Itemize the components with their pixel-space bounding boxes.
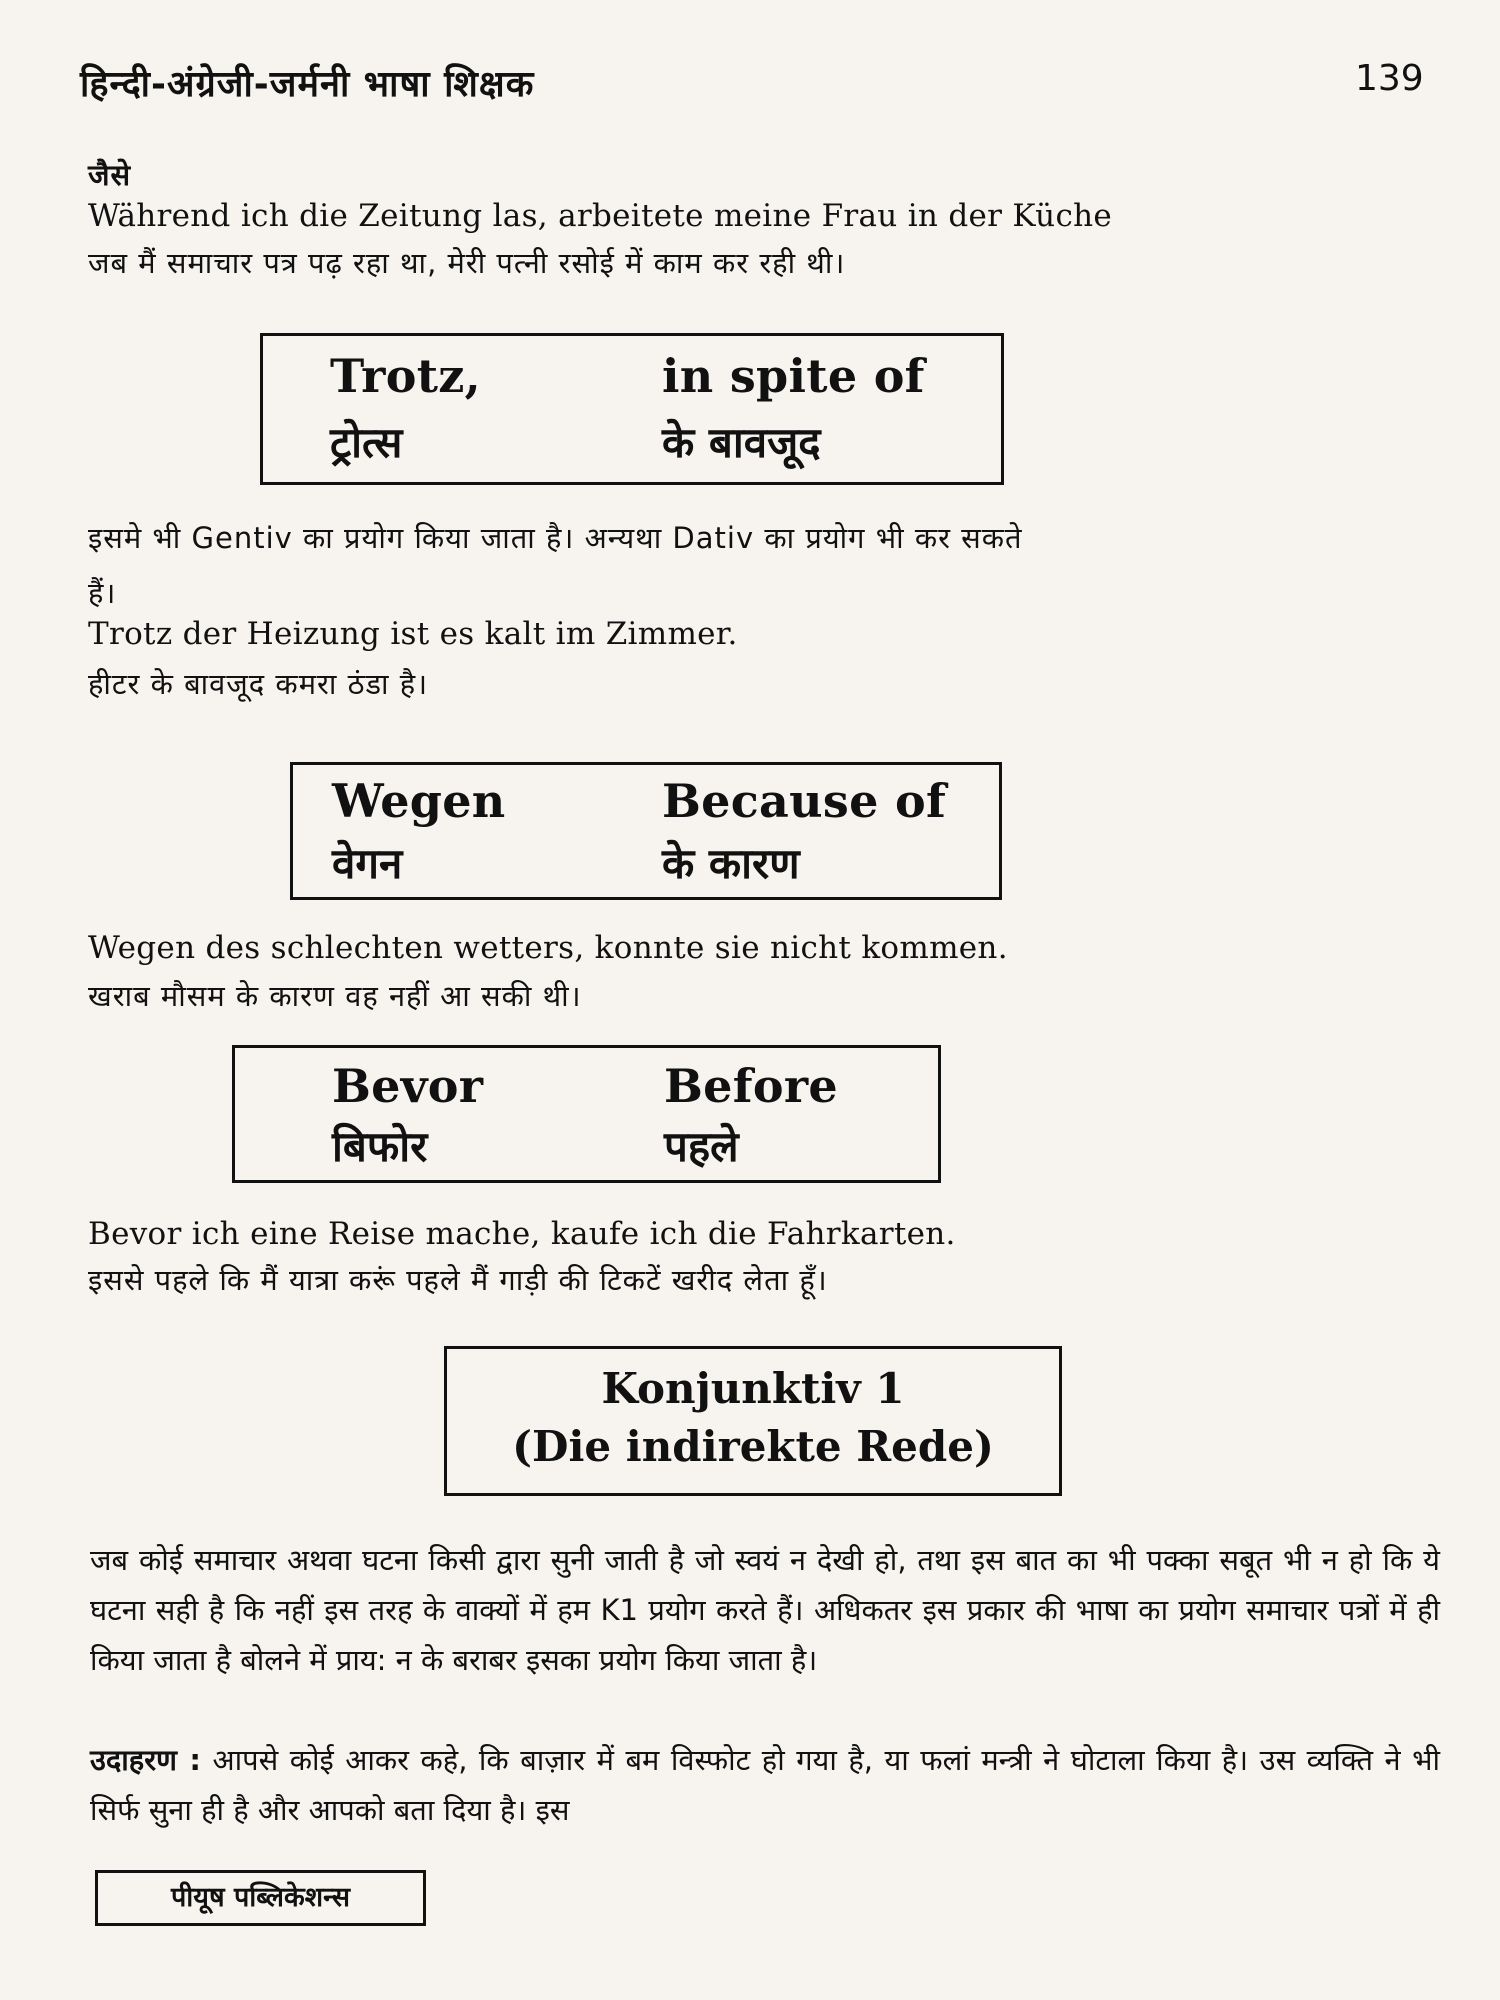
vocab-german-word: Bevor	[332, 1059, 484, 1113]
publisher-badge: पीयूष पब्लिकेशन्स	[95, 1870, 426, 1926]
vocab-hindi-pronunciation: ट्रोत्स	[330, 418, 403, 467]
vocab-hindi-meaning: के बावजूद	[662, 418, 821, 467]
trotz-hindi-example: हीटर के बावजूद कमरा ठंडा है।	[88, 667, 429, 701]
trotz-note-line-1: इसमे भी Gentiv का प्रयोग किया जाता है। अन्यथा Dativ का प्रयोग भी कर सकते	[88, 521, 1023, 555]
vocab-hindi-pronunciation: वेगन	[332, 839, 403, 888]
vocab-hindi-pronunciation: बिफोर	[332, 1122, 428, 1171]
wegen-hindi-example: खराब मौसम के कारण वह नहीं आ सकी थी।	[88, 979, 582, 1013]
section-heading-line-2: (Die indirekte Rede)	[512, 1422, 994, 1471]
trotz-german-example: Trotz der Heizung ist es kalt im Zimmer.	[88, 616, 738, 652]
example-label: उदाहरण :	[90, 1743, 202, 1777]
vocab-german-word: Wegen	[332, 774, 506, 828]
intro-label: जैसे	[88, 158, 132, 192]
vocab-box-bevor	[232, 1045, 941, 1183]
intro-german-sentence: Während ich die Zeitung las, arbeitete meine Frau in der Küche	[88, 198, 1113, 234]
trotz-note-line-2: हैं।	[88, 576, 117, 610]
running-header-title: हिन्दी-अंग्रेजी-जर्मनी भाषा शिक्षक	[80, 64, 535, 105]
vocab-english-meaning: Before	[664, 1059, 838, 1113]
section-heading-line-1: Konjunktiv 1	[601, 1364, 905, 1413]
vocab-box-wegen	[290, 762, 1002, 900]
section-heading-box-konjunktiv	[444, 1346, 1062, 1496]
vocab-english-meaning: Because of	[662, 774, 947, 828]
page-number: 139	[1355, 58, 1424, 99]
konjunktiv-example-paragraph	[90, 1735, 1440, 1835]
vocab-hindi-meaning: के कारण	[662, 839, 800, 888]
vocab-hindi-meaning: पहले	[664, 1122, 739, 1171]
konjunktiv-explanation-paragraph: जब कोई समाचार अथवा घटना किसी द्वारा सुनी जाती है जो स्वयं न देखी हो, तथा इस बात का भी पक्का सबूत भी न हो कि ये घटना सही है कि नहीं इस तरह के वाक्यों में हम K1 प्रयोग करते हैं। अधिकतर इस प्रकार की भाषा का प्रयोग समाचार पत्रों में ही किया जाता है बोलने में प्राय: न के बराबर इसका प्रयोग किया जाता है।	[90, 1543, 1440, 1677]
intro-hindi-sentence: जब मैं समाचार पत्र पढ़ रहा था, मेरी पत्नी रसोई में काम कर रही थी।	[88, 246, 846, 280]
vocab-german-word: Trotz,	[330, 349, 481, 403]
example-text: आपसे कोई आकर कहे, कि बाज़ार में बम विस्फोट हो गया है, या फलां मन्त्री ने घोटाला किया है। उस व्यक्ति ने भी सिर्फ सुना ही है और आपको बता दिया है। इस	[90, 1743, 1440, 1827]
wegen-german-example: Wegen des schlechten wetters, konnte sie nicht kommen.	[88, 930, 1008, 966]
bevor-hindi-example: इससे पहले कि मैं यात्रा करूं पहले मैं गाड़ी की टिकटें खरीद लेता हूँ।	[88, 1263, 828, 1297]
vocab-box-trotz	[260, 333, 1004, 485]
vocab-english-meaning: in spite of	[662, 349, 925, 403]
bevor-german-example: Bevor ich eine Reise mache, kaufe ich die Fahrkarten.	[88, 1216, 956, 1252]
